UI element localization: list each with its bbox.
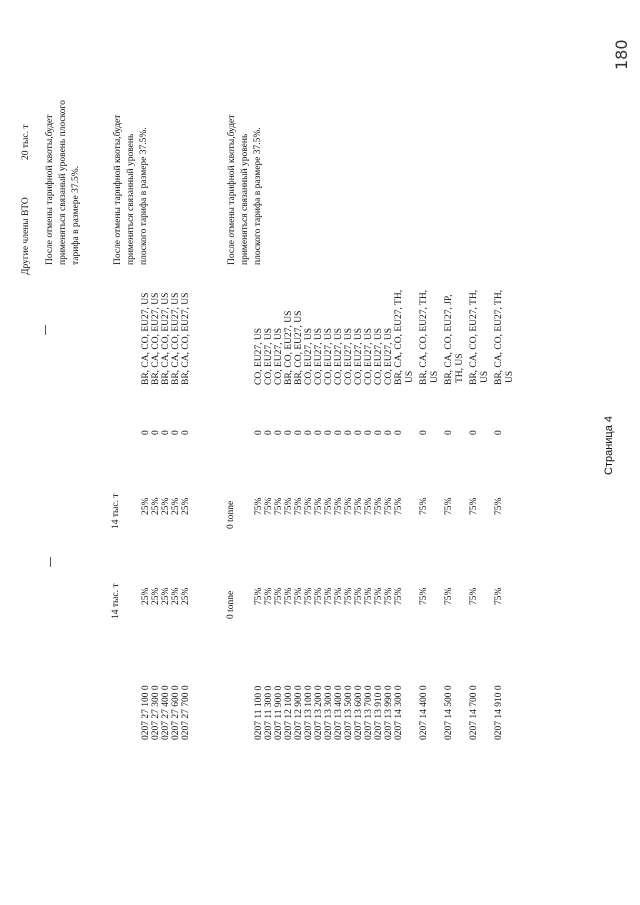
country-list: CO, EU27, US <box>304 327 314 385</box>
in-quota-rate: 75% <box>419 587 429 605</box>
lower-group-note: После отмены тарифной квоты,будет применяться связанный уровень плоского тарифа в размере 37.5%. <box>227 114 263 265</box>
country-list: CO, EU27, US <box>254 327 264 385</box>
stray-mark <box>45 325 46 335</box>
tariff-line-code: 0207 27 600 0 <box>171 685 181 740</box>
in-quota-rate: 25% <box>141 587 151 605</box>
member-label: Другие члены ВТО <box>21 197 31 275</box>
in-quota-rate: 25% <box>161 587 171 605</box>
out-quota-rate: 0 <box>374 430 384 435</box>
out-quota-rate: 0 <box>274 430 284 435</box>
country-list-continued: US <box>430 370 440 383</box>
out-quota-rate: 0 <box>494 430 504 435</box>
in-quota-rate: 75% <box>364 587 374 605</box>
in-quota-rate: 75% <box>394 587 404 605</box>
tariff-line-code: 0207 13 600 0 <box>354 685 364 740</box>
country-list: BR, CA, CO, EU27, TH, <box>494 289 504 385</box>
tariff-line-code: 0207 11 100 0 <box>254 685 264 740</box>
country-list: BR, CA, CO, EU27, US <box>141 292 151 385</box>
in-quota-rate: 25% <box>171 587 181 605</box>
out-quota-rate: 0 <box>324 430 334 435</box>
in-quota-rate: 75% <box>274 587 284 605</box>
in-quota-rate: 75% <box>314 587 324 605</box>
in-quota-rate: 75% <box>354 497 364 515</box>
in-quota-rate: 75% <box>384 587 394 605</box>
member-quota: 20 тыс. т <box>21 124 31 160</box>
in-quota-rate: 75% <box>374 497 384 515</box>
tariff-line-code: 0207 13 100 0 <box>304 685 314 740</box>
tariff-line-code: 0207 27 300 0 <box>151 685 161 740</box>
tariff-line-code: 0207 13 300 0 <box>324 685 334 740</box>
out-quota-rate: 0 <box>394 430 404 435</box>
tariff-line-code: 0207 27 700 0 <box>181 685 191 740</box>
page-label: Страница 4 <box>603 415 615 475</box>
country-list: CO, EU27, US <box>274 327 284 385</box>
tariff-line-code: 0207 12 100 0 <box>284 685 294 740</box>
tariff-line-code: 0207 13 700 0 <box>364 685 374 740</box>
in-quota-rate: 75% <box>469 497 479 515</box>
in-quota-rate: 25% <box>171 497 181 515</box>
out-quota-rate: 0 <box>334 430 344 435</box>
tariff-line-code: 0207 13 200 0 <box>314 685 324 740</box>
tariff-line-code: 0207 11 300 0 <box>264 685 274 740</box>
country-list-continued: US <box>480 370 490 383</box>
in-quota-rate: 25% <box>151 497 161 515</box>
tariff-line-code: 0207 14 500 0 <box>444 685 454 740</box>
out-quota-rate: 0 <box>151 430 161 435</box>
in-quota-rate: 75% <box>344 497 354 515</box>
in-quota-rate: 75% <box>274 497 284 515</box>
out-quota-rate: 0 <box>254 430 264 435</box>
out-quota-rate: 0 <box>354 430 364 435</box>
quota-header-b: 0 tonne <box>226 500 236 529</box>
in-quota-rate: 75% <box>394 497 404 515</box>
in-quota-rate: 75% <box>364 497 374 515</box>
country-list: BR, CA, CO, EU27, US <box>181 292 191 385</box>
country-list: BR, CA, CO, EU27, US <box>151 292 161 385</box>
tariff-line-code: 0207 13 990 0 <box>384 685 394 740</box>
in-quota-rate: 75% <box>314 497 324 515</box>
country-list-continued: TH, US <box>455 353 465 383</box>
out-quota-rate: 0 <box>469 430 479 435</box>
in-quota-rate: 25% <box>181 587 191 605</box>
country-list: CO, EU27, US <box>334 327 344 385</box>
in-quota-rate: 75% <box>444 587 454 605</box>
in-quota-rate: 75% <box>264 587 274 605</box>
country-list: CO, EU27, US <box>264 327 274 385</box>
stray-mark <box>50 557 51 567</box>
in-quota-rate: 75% <box>419 497 429 515</box>
tariff-line-code: 0207 11 900 0 <box>274 685 284 740</box>
upper-group-note: После отмены тарифной квоты,будет применяться связанный уровень плоского тарифа в размере 37.5%. <box>113 114 149 265</box>
in-quota-rate: 75% <box>254 497 264 515</box>
out-quota-rate: 0 <box>419 430 429 435</box>
country-list: BR, CA, CO, EU27, US <box>171 292 181 385</box>
country-list: CO, EU27, US <box>364 327 374 385</box>
tariff-line-code: 0207 13 400 0 <box>334 685 344 740</box>
country-list: BR, CA, CO, EU27, US <box>161 292 171 385</box>
in-quota-rate: 25% <box>161 497 171 515</box>
out-quota-rate: 0 <box>304 430 314 435</box>
in-quota-rate: 75% <box>294 497 304 515</box>
tariff-line-code: 0207 12 900 0 <box>294 685 304 740</box>
in-quota-rate: 75% <box>284 497 294 515</box>
tariff-line-code: 0207 13 910 0 <box>374 685 384 740</box>
country-list: BR, CA, CO, EU27, TH, <box>469 289 479 385</box>
country-list: BR, CO, EU27, US <box>294 310 304 385</box>
out-quota-rate: 0 <box>161 430 171 435</box>
tariff-line-code: 0207 27 400 0 <box>161 685 171 740</box>
tariff-line-code: 0207 13 500 0 <box>344 685 354 740</box>
in-quota-rate: 75% <box>334 497 344 515</box>
in-quota-rate: 25% <box>181 497 191 515</box>
country-list: BR, CO, EU27, US <box>284 310 294 385</box>
country-list-continued: US <box>405 370 415 383</box>
quota-header-a: 0 tonne <box>226 590 236 619</box>
out-quota-rate: 0 <box>294 430 304 435</box>
out-quota-rate: 0 <box>344 430 354 435</box>
in-quota-rate: 75% <box>344 587 354 605</box>
tariff-line-code: 0207 14 300 0 <box>394 685 404 740</box>
country-list: CO, EU27, US <box>374 327 384 385</box>
handwritten-page-number: 180 <box>612 39 631 70</box>
country-list: CO, EU27, US <box>384 327 394 385</box>
in-quota-rate: 75% <box>324 587 334 605</box>
quota-header-a: 14 тыс. т <box>111 583 121 619</box>
in-quota-rate: 75% <box>284 587 294 605</box>
in-quota-rate: 75% <box>384 497 394 515</box>
out-quota-rate: 0 <box>264 430 274 435</box>
in-quota-rate: 75% <box>494 587 504 605</box>
in-quota-rate: 75% <box>304 497 314 515</box>
out-quota-rate: 0 <box>314 430 324 435</box>
in-quota-rate: 75% <box>304 587 314 605</box>
country-list: CO, EU27, US <box>324 327 334 385</box>
in-quota-rate: 75% <box>494 497 504 515</box>
out-quota-rate: 0 <box>181 430 191 435</box>
member-note: После отмены тарифной квоты,будет применяться связаный уровень плоского тарифа в размере 37.5%. <box>45 100 81 265</box>
in-quota-rate: 25% <box>141 497 151 515</box>
in-quota-rate: 75% <box>324 497 334 515</box>
in-quota-rate: 25% <box>151 587 161 605</box>
out-quota-rate: 0 <box>384 430 394 435</box>
country-list: CO, EU27, US <box>344 327 354 385</box>
tariff-line-code: 0207 14 910 0 <box>494 685 504 740</box>
out-quota-rate: 0 <box>364 430 374 435</box>
tariff-line-code: 0207 14 400 0 <box>419 685 429 740</box>
out-quota-rate: 0 <box>284 430 294 435</box>
tariff-line-code: 0207 27 100 0 <box>141 685 151 740</box>
in-quota-rate: 75% <box>334 587 344 605</box>
out-quota-rate: 0 <box>141 430 151 435</box>
country-list: BR, CA, CO, EU27, TH, <box>419 289 429 385</box>
in-quota-rate: 75% <box>469 587 479 605</box>
in-quota-rate: 75% <box>444 497 454 515</box>
in-quota-rate: 75% <box>374 587 384 605</box>
in-quota-rate: 75% <box>354 587 364 605</box>
country-list-continued: US <box>505 370 515 383</box>
country-list: CO, EU27, US <box>314 327 324 385</box>
country-list: BR, CA, CO, EU27, TH, <box>394 289 404 385</box>
quota-header-b: 14 тыс. т <box>111 493 121 529</box>
in-quota-rate: 75% <box>294 587 304 605</box>
country-list: CO, EU27, US <box>354 327 364 385</box>
in-quota-rate: 75% <box>254 587 264 605</box>
country-list: BR, CA, CO, EU27, JP, <box>444 294 454 385</box>
in-quota-rate: 75% <box>264 497 274 515</box>
out-quota-rate: 0 <box>444 430 454 435</box>
tariff-line-code: 0207 14 700 0 <box>469 685 479 740</box>
out-quota-rate: 0 <box>171 430 181 435</box>
